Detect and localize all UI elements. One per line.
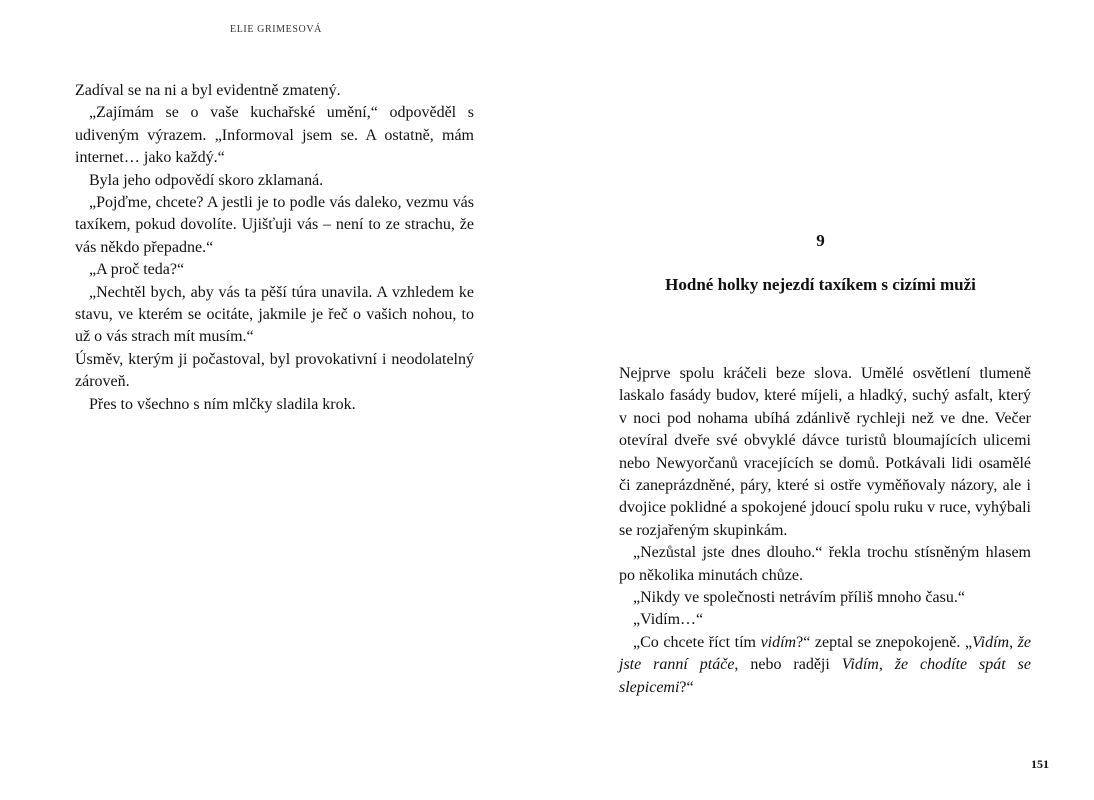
text-run: ?“ zeptal se znepokojeně. „	[796, 633, 973, 651]
paragraph: „Nikdy ve společnosti netrávím příliš mnoho času.“	[633, 589, 965, 607]
paragraph: „Zajímám se o vaše kuchařské umění,“ odpověděl s udiveným výrazem. „Informoval jsem se. A ostatně, mám internet… jako každý.“	[75, 104, 474, 167]
chapter-number: 9	[816, 231, 825, 250]
page-number: 151	[1031, 757, 1049, 771]
paragraph: „Pojďme, chcete? A jestli je to podle vás daleko, vezmu vás taxíkem, pokud dovolíte. Ujišťuji vás – není to ze strachu, že vás někdo přepadne.“	[75, 194, 474, 256]
paragraph: Byla jeho odpovědí skoro zklamaná.	[89, 171, 324, 189]
paragraph: „A proč teda?“	[89, 261, 185, 279]
paragraph: Přes to všechno s ním mlčky sladila krok.	[89, 395, 356, 413]
text-run: „Co chcete říct tím	[633, 633, 761, 651]
paragraph: Úsměv, kterým ji počastoval, byl provokativní i neodolatelný zároveň.	[75, 350, 474, 391]
right-page-text	[619, 363, 1031, 699]
italic-run: vidím	[760, 633, 797, 651]
running-head: ELIE GRIMESOVÁ	[230, 24, 323, 35]
paragraph: Nejprve spolu kráčeli beze slova. Umělé osvětlení tlumeně laskalo fasády budov, které míjeli, a hladký, suchý asfalt, který v noci pod nohama ubíhá zdánlivě rychleji než ve dne. Večer otevíral dveře své obvyklé dávce turistů bloumajících ulicemi nebo Newyorčanů vracejících se domů. Potkávali lidi osamělé či zaneprázdněné, páry, které si ostře vyměňovaly názory, ale i dvojice poklidné a spokojené jdoucí spolu ruku v ruce, vyhýbali se rozjařeným skupinkám.	[619, 365, 1031, 539]
left-page-text	[75, 80, 474, 416]
paragraph: „Vidím…“	[633, 611, 704, 629]
right-page	[547, 0, 1094, 800]
paragraph: Zadíval se na ni a byl evidentně zmatený.	[75, 82, 341, 99]
italic-run: Vidím, že chodíte spát se slepicemi	[619, 656, 1031, 696]
paragraph: „Nezůstal jste dnes dlouho.“ řekla trochu stísněným hlasem po několika minutách chůze.	[619, 544, 1031, 584]
chapter-title: Hodné holky nejezdí taxíkem s cizími muži	[665, 275, 976, 294]
text-run: , nebo raději	[734, 656, 842, 674]
paragraph-mixed	[619, 632, 1031, 699]
text-run: ?“	[679, 678, 694, 696]
italic-run: Vidím, že jste ranní ptáče	[619, 633, 1032, 674]
paragraph: „Nechtěl bych, aby vás ta pěší túra unavila. A vzhledem ke stavu, ve kterém se ocitáte, jakmile je řeč o vašich nohou, to už o vás strach mít musím.“	[75, 283, 474, 346]
